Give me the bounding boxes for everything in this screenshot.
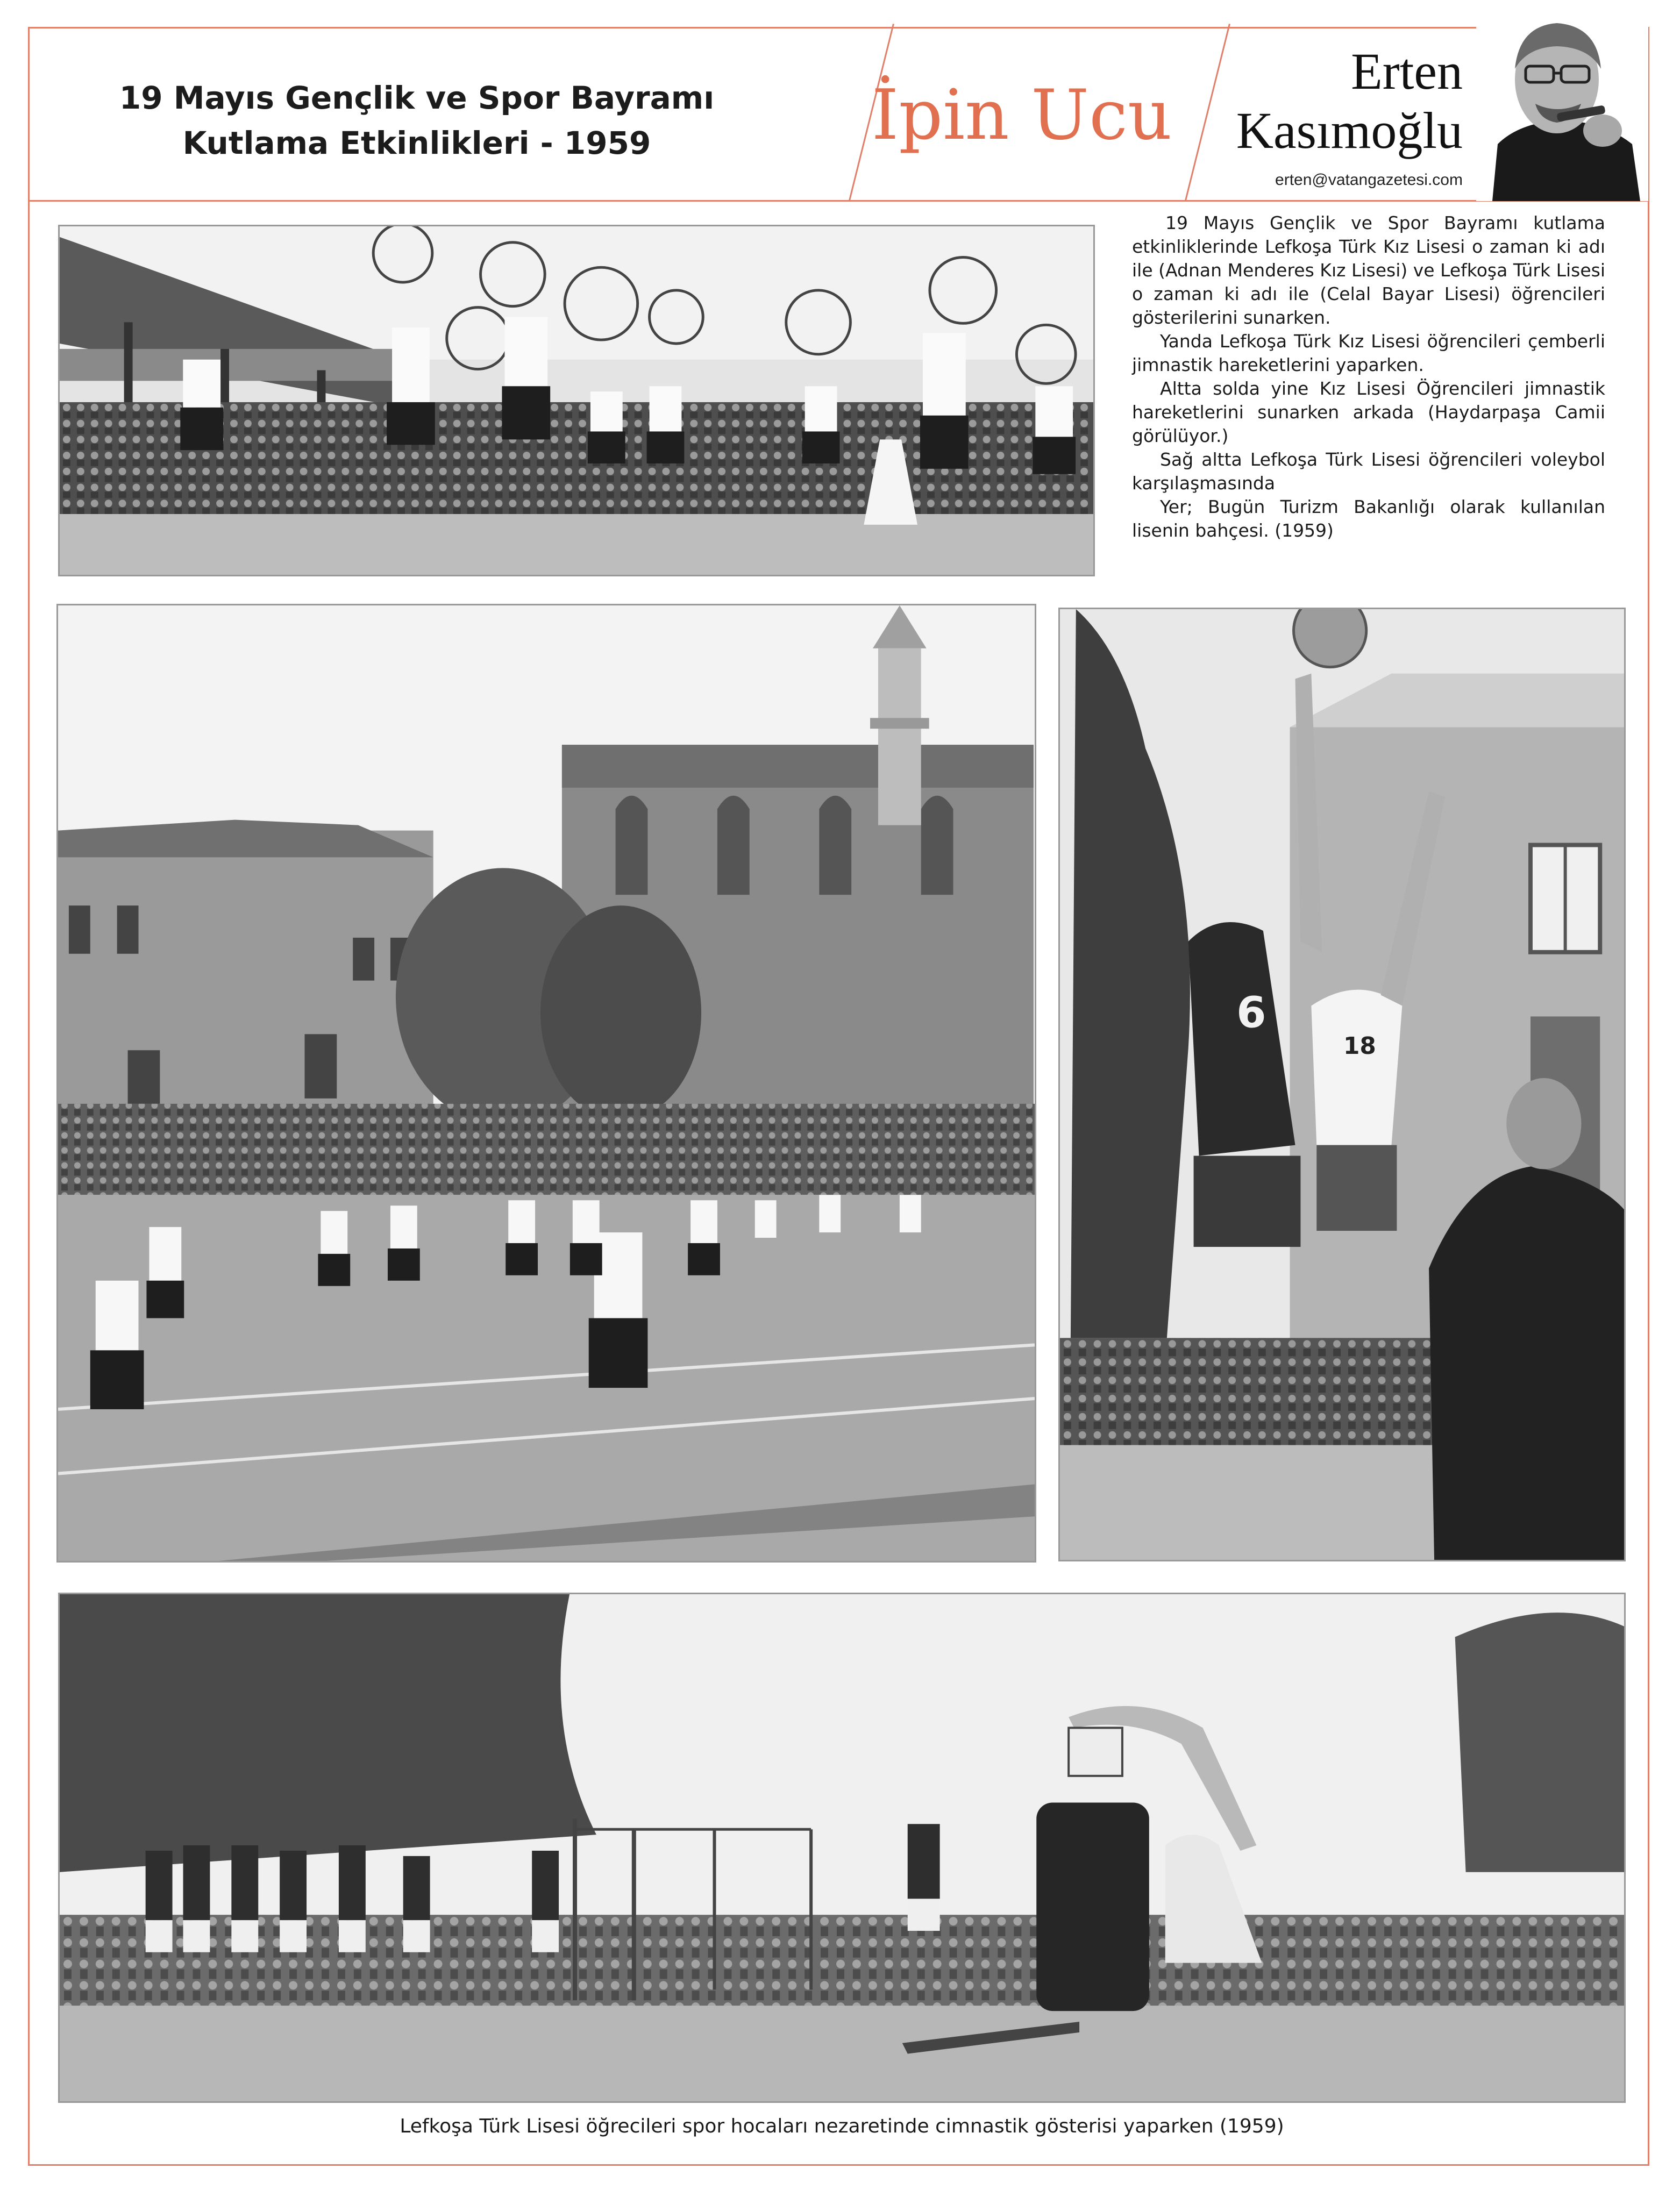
photo-gymnastics-show [58,1593,1626,2103]
caption-paragraph: Yer; Bugün Turizm Bakanlığı olarak kullanılan lisenin bahçesi. (1959) [1132,496,1605,541]
headline-line-1: 19 Mayıs Gençlik ve Spor Bayramı [119,80,715,116]
author-portrait-drawing [1476,10,1648,201]
caption-paragraph: Sağ altta Lefkoşa Türk Lisesi öğrencileri voleybol karşılaşmasında [1132,449,1605,494]
author-last-name: Kasımoğlu [1236,102,1463,159]
caption-paragraph: 19 Mayıs Gençlik ve Spor Bayramı kutlama etkinliklerinde Lefkoşa Türk Kız Lisesi o zaman ki adı ile (Adnan Menderes Kız Lisesi) ve Lefkoşa Türk Lisesi o zaman ki adı ile (Celal Bayar Lisesi) öğrencileri gösterilerini sunarken. [1132,212,1605,328]
author-byline [1199,42,1463,160]
author-portrait [1476,10,1648,201]
photo-caption-text [1132,211,1605,543]
headline-line-2: Kutlama Etkinlikleri - 1959 [182,125,651,161]
header-divider [28,200,1649,202]
photo-gymnastics-mosque [56,604,1036,1563]
article-headline [81,75,753,166]
photo-gymnastics-show-image [60,1594,1624,2101]
jersey-number-6: 6 [1236,987,1266,1038]
photo-volleyball-match-image [1060,609,1624,1560]
photo-hoop-gymnastics-image [60,226,1093,575]
bottom-photo-caption: Lefkoşa Türk Lisesi öğrecileri spor hocaları nezaretinde cimnastik gösterisi yaparken (1959) [400,2115,1284,2137]
column-title: İpin Ucu [871,75,1172,155]
caption-paragraph: Yanda Lefkoşa Türk Kız Lisesi öğrencileri çemberli jimnastik hareketlerini yaparken. [1132,331,1605,375]
jersey-number-18: 18 [1343,1032,1376,1060]
author-email: erten@vatangazetesi.com [1275,171,1463,189]
author-first-name: Erten [1351,42,1463,100]
photo-hoop-gymnastics [58,225,1095,576]
photo-volleyball-match [1058,608,1626,1561]
caption-paragraph: Altta solda yine Kız Lisesi Öğrencileri jimnastik hareketlerini sunarken arkada (Haydarpaşa Camii görülüyor.) [1132,378,1605,446]
photo-gymnastics-mosque-image [58,605,1035,1561]
